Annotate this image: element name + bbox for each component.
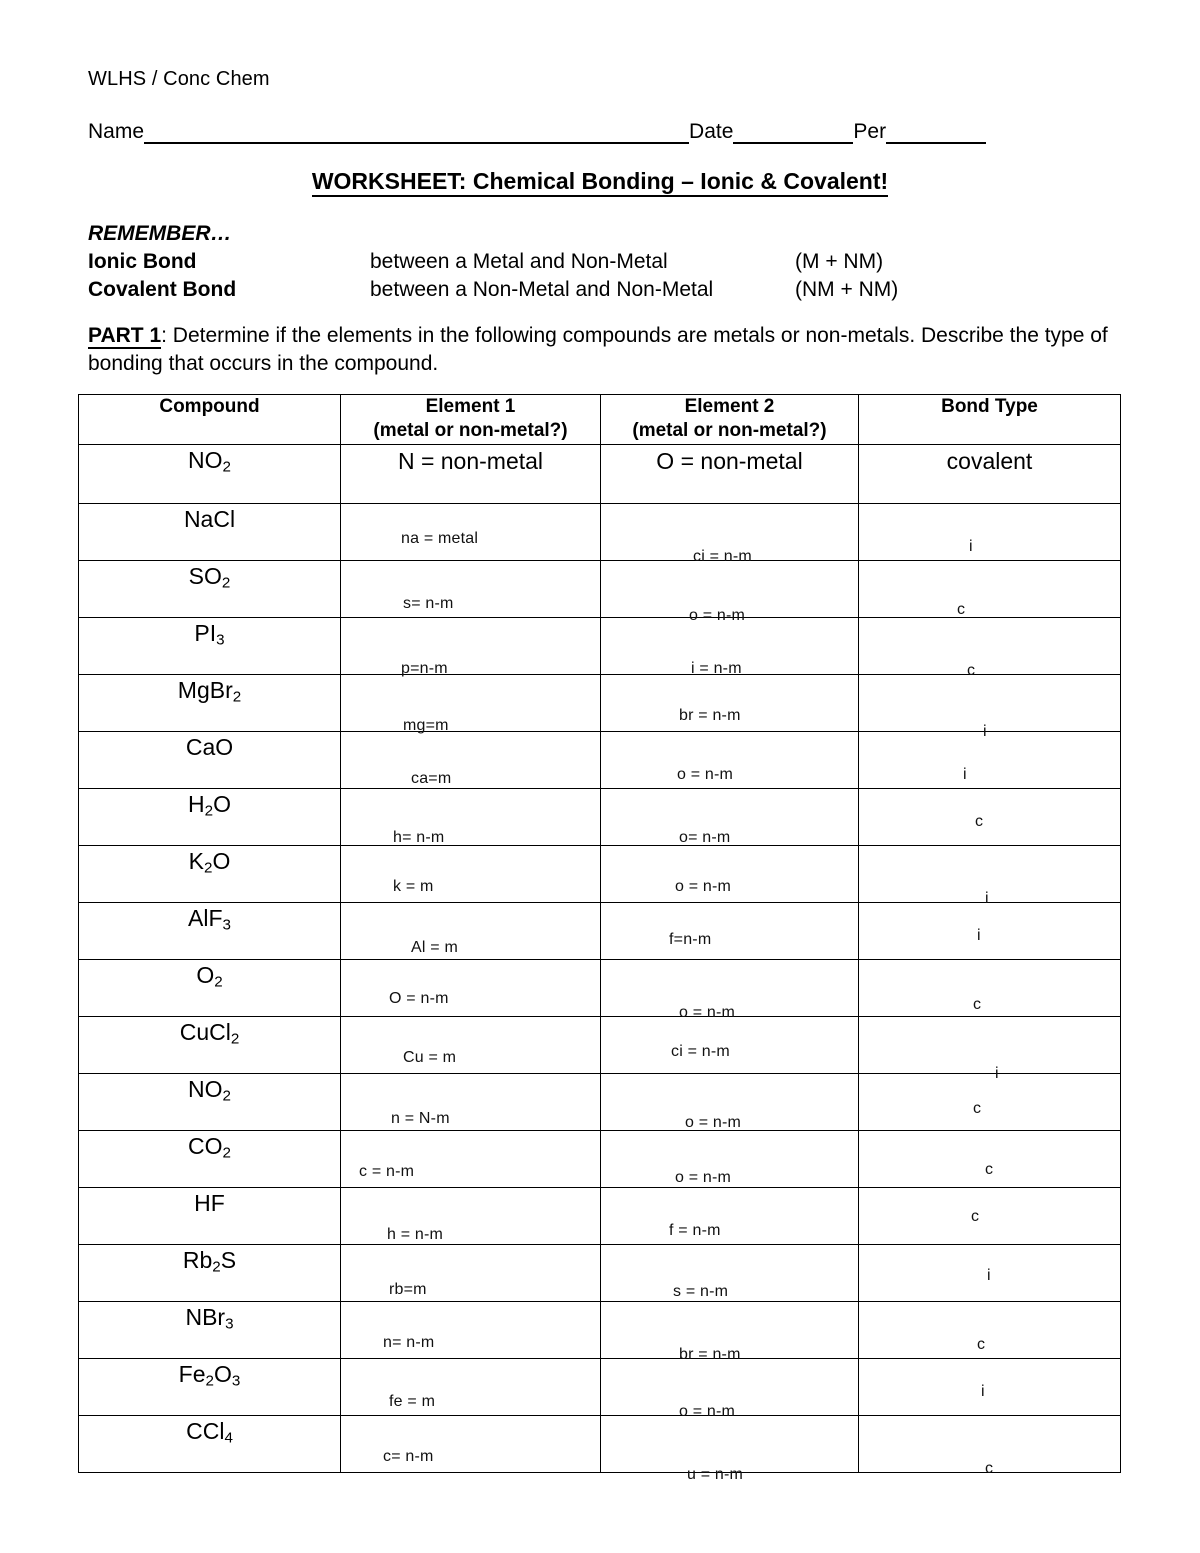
period-input-line[interactable] (886, 123, 986, 144)
column-header-element2 (601, 395, 859, 445)
cell-bond-type[interactable] (859, 674, 1121, 740)
table-header (79, 395, 1121, 445)
cell-bond-type[interactable] (859, 1358, 1121, 1415)
cell-element2[interactable] (601, 845, 859, 902)
table-row (79, 845, 1121, 902)
cell-element2[interactable] (601, 1187, 859, 1244)
cell-element1[interactable] (341, 444, 601, 503)
cell-compound (79, 503, 341, 560)
cell-element1[interactable] (341, 674, 601, 734)
element2-answer: br = n-m (679, 1345, 741, 1363)
cell-bond-type[interactable] (859, 1016, 1121, 1082)
compound-formula: AlF$_3$ (188, 904, 231, 934)
element1-answer: n = N-m (391, 1109, 450, 1127)
element1-answer: Cu = m (403, 1048, 457, 1066)
compound-formula: MgBr$_2$ (177, 676, 242, 706)
bond-type-answer: i (983, 722, 987, 740)
column-header-element1-line1: Element 1 (425, 396, 516, 417)
compound-formula: $PI_3$ (194, 619, 225, 649)
cell-element1[interactable] (341, 959, 601, 1016)
part1-label: PART 1 (88, 324, 162, 347)
bond-type-answer: c (985, 1459, 994, 1477)
cell-compound (79, 1301, 341, 1358)
period-label: Per (853, 120, 887, 143)
table-row (79, 1073, 1121, 1130)
column-header-compound (79, 395, 341, 445)
bond-type-answer: i (995, 1064, 999, 1082)
cell-compound (79, 617, 341, 674)
cell-element1[interactable] (341, 1358, 601, 1415)
bond-type-answer: c (957, 600, 966, 618)
cell-element1[interactable] (341, 845, 601, 902)
cell-compound (79, 845, 341, 902)
cell-bond-type[interactable] (859, 617, 1121, 679)
compound-formula: CaO (185, 733, 234, 760)
cell-bond-type[interactable] (859, 1130, 1121, 1187)
cell-bond-type[interactable] (859, 902, 1121, 959)
element1-answer: mg=m (403, 716, 449, 734)
cell-compound (79, 788, 341, 845)
compound-formula: $CO_2$ (188, 1132, 231, 1162)
cell-compound (79, 560, 341, 617)
compound-formula: $Fe_2O_3$ (178, 1360, 241, 1390)
cell-element2[interactable] (601, 503, 859, 565)
table-row (79, 503, 1121, 560)
cell-element1[interactable] (341, 503, 601, 560)
element2-answer: o = n-m (689, 606, 746, 624)
cell-element2[interactable] (601, 1358, 859, 1420)
element1-answer: h= n-m (393, 828, 445, 846)
compound-formula: $Rb_2S$ (182, 1246, 237, 1276)
element2-answer: o = n-m (677, 765, 734, 783)
element2-answer: f=n-m (669, 930, 712, 948)
cell-compound (79, 1358, 341, 1415)
table-row (79, 1187, 1121, 1244)
element2-answer: s = n-m (673, 1282, 729, 1300)
element1-answer: Al = m (411, 938, 458, 956)
table-row (79, 444, 1121, 503)
date-label: Date (689, 120, 734, 143)
cell-element1[interactable] (341, 1301, 601, 1358)
cell-bond-type[interactable] (859, 731, 1121, 788)
covalent-bond-term: Covalent Bond (88, 278, 237, 301)
cell-element1[interactable] (341, 560, 601, 617)
cell-element2[interactable] (601, 1415, 859, 1483)
covalent-bond-description: between a Non-Metal and Non-Metal (370, 278, 714, 301)
ionic-bond-description: between a Metal and Non-Metal (370, 250, 668, 273)
element2-answer: O = non-metal (656, 447, 803, 474)
cell-element2[interactable] (601, 902, 859, 959)
element2-answer: o = n-m (675, 1168, 732, 1186)
element1-answer: k = m (393, 877, 434, 895)
element2-answer: br = n-m (679, 706, 741, 724)
compound-formula: HF (194, 1189, 225, 1216)
covalent-bond-abbr: (NM + NM) (795, 278, 899, 301)
cell-element1[interactable] (341, 1187, 601, 1244)
cell-element2[interactable] (601, 444, 859, 503)
table-row (79, 731, 1121, 788)
cell-bond-type[interactable] (859, 788, 1121, 845)
compound-formula: $K_2O$ (188, 847, 231, 877)
table-header-row (79, 395, 1121, 445)
element1-answer: p=n-m (401, 659, 448, 677)
ionic-bond-definition (88, 250, 1108, 274)
element2-answer: i = n-m (691, 659, 742, 677)
cell-compound (79, 1244, 341, 1301)
cell-element1[interactable] (341, 788, 601, 845)
column-header-compound-line1: Compound (159, 396, 260, 417)
element2-answer: o = n-m (685, 1113, 742, 1131)
element1-answer: N = non-metal (397, 447, 544, 474)
table-row (79, 617, 1121, 674)
element1-answer: s= n-m (403, 594, 454, 612)
cell-element1[interactable] (341, 1415, 601, 1472)
cell-element2[interactable] (601, 674, 859, 731)
bond-type-answer: i (963, 765, 967, 783)
cell-bond-type[interactable] (859, 1187, 1121, 1244)
element1-answer: rb=m (389, 1280, 427, 1298)
bond-type-answer: i (981, 1382, 985, 1400)
part1-text: : Determine if the elements in the following compounds are metals or non-metals. Describe the type of bonding that occurs in the compound. (88, 324, 1108, 375)
cell-bond-type[interactable] (859, 845, 1121, 907)
element2-answer: ci = n-m (671, 1042, 730, 1060)
table-row (79, 1358, 1121, 1415)
bond-type-answer: c (977, 1335, 986, 1353)
bond-type-answer: i (969, 537, 973, 555)
column-header-bondtype (859, 395, 1121, 445)
name-label: Name (88, 120, 145, 143)
cell-element1[interactable] (341, 1073, 601, 1130)
compound-formula: NBr$_3$ (185, 1303, 234, 1333)
bond-type-answer: c (967, 661, 976, 679)
element2-answer: f = n-m (669, 1221, 721, 1239)
cell-element1[interactable] (341, 731, 601, 788)
element1-answer: na = metal (401, 529, 479, 547)
table-row (79, 1301, 1121, 1358)
cell-bond-type[interactable] (859, 1415, 1121, 1477)
element2-answer: o = n-m (679, 1402, 736, 1420)
cell-element2[interactable] (601, 731, 859, 788)
element2-answer: o = n-m (679, 1003, 736, 1021)
covalent-bond-definition (88, 278, 1108, 302)
cell-compound (79, 959, 341, 1016)
cell-compound (79, 1130, 341, 1187)
table-row (79, 959, 1121, 1016)
cell-element2[interactable] (601, 1130, 859, 1187)
bonding-table (78, 394, 1121, 1483)
table-row (79, 902, 1121, 959)
cell-element1[interactable] (341, 1244, 601, 1301)
element1-answer: n= n-m (383, 1333, 435, 1351)
table-row (79, 1244, 1121, 1301)
bond-type-answer: i (985, 889, 989, 907)
column-header-bondtype-line1: Bond Type (941, 396, 1038, 417)
bond-type-answer: c (971, 1207, 980, 1225)
cell-element1[interactable] (341, 1016, 601, 1073)
compound-formula: NaCl (183, 505, 236, 532)
cell-element1[interactable] (341, 902, 601, 959)
cell-element2[interactable] (601, 1073, 859, 1130)
cell-compound (79, 902, 341, 959)
date-input-line[interactable] (733, 123, 853, 144)
cell-element1[interactable] (341, 1130, 601, 1187)
table-row (79, 560, 1121, 617)
compound-formula: $NO_2$ (188, 446, 231, 476)
element1-answer: c= n-m (383, 1447, 434, 1465)
element1-answer: h = n-m (387, 1225, 444, 1243)
element1-answer: fe = m (389, 1392, 436, 1410)
cell-bond-type[interactable] (859, 503, 1121, 560)
compound-formula: $NO_2$ (188, 1075, 231, 1105)
name-date-period-row (88, 120, 1078, 144)
column-header-element2-line1: Element 2 (684, 396, 775, 417)
table-row (79, 788, 1121, 845)
page-title (0, 168, 1200, 195)
cell-compound (79, 674, 341, 731)
bond-type-answer: c (975, 812, 984, 830)
cell-element2[interactable] (601, 617, 859, 677)
cell-bond-type[interactable] (859, 1244, 1121, 1301)
compound-formula: $H_2O$ (188, 790, 231, 820)
element1-answer: c = n-m (359, 1162, 415, 1180)
element2-answer: o= n-m (679, 828, 731, 846)
name-input-line[interactable] (144, 123, 689, 144)
bond-type-answer: c (973, 1099, 982, 1117)
remember-heading: REMEMBER… (88, 222, 232, 245)
table-row (79, 1130, 1121, 1187)
element2-answer: ci = n-m (693, 547, 752, 565)
cell-bond-type[interactable] (859, 1301, 1121, 1358)
cell-bond-type[interactable] (859, 1073, 1121, 1130)
compound-formula: $SO_2$ (188, 562, 231, 592)
course-label: WLHS / Conc Chem (88, 68, 270, 90)
element1-answer: O = n-m (389, 989, 449, 1007)
cell-compound (79, 731, 341, 788)
cell-compound (79, 1073, 341, 1130)
compound-formula: CuCl$_2$ (179, 1018, 240, 1048)
cell-bond-type[interactable] (859, 959, 1121, 1016)
element2-answer: o = n-m (675, 877, 732, 895)
table-body (79, 444, 1121, 1483)
cell-element1[interactable] (341, 617, 601, 677)
column-header-element2-line2: (metal or non-metal?) (632, 420, 827, 442)
bond-type-answer: i (987, 1266, 991, 1284)
bond-type-answer: c (973, 995, 982, 1013)
cell-element2[interactable] (601, 560, 859, 624)
bond-type-answer: i (977, 926, 981, 944)
column-header-element1 (341, 395, 601, 445)
compound-formula: $O_2$ (196, 961, 223, 991)
bond-type-answer: c (985, 1160, 994, 1178)
bond-type-answer: covalent (946, 447, 1033, 474)
table-row (79, 1415, 1121, 1472)
table-row (79, 1016, 1121, 1073)
page-title-text: WORKSHEET: Chemical Bonding – Ionic & Covalent! (312, 168, 888, 197)
part1-instructions (88, 322, 1110, 377)
table-row (79, 674, 1121, 731)
cell-element2[interactable] (601, 1244, 859, 1301)
element1-answer: ca=m (411, 769, 452, 787)
cell-compound (79, 1016, 341, 1073)
cell-element2[interactable] (601, 959, 859, 1021)
compound-formula: CCl$_4$ (186, 1417, 233, 1447)
cell-element2[interactable] (601, 1301, 859, 1363)
ionic-bond-abbr: (M + NM) (795, 250, 884, 273)
cell-element2[interactable] (601, 1016, 859, 1073)
cell-compound (79, 1415, 341, 1472)
cell-bond-type[interactable] (859, 560, 1121, 617)
cell-compound (79, 1187, 341, 1244)
cell-element2[interactable] (601, 788, 859, 845)
column-header-element1-line2: (metal or non-metal?) (373, 420, 568, 442)
element2-answer: u = n-m (687, 1465, 744, 1483)
cell-compound (79, 444, 341, 503)
cell-bond-type[interactable] (859, 444, 1121, 503)
ionic-bond-term: Ionic Bond (88, 250, 197, 273)
